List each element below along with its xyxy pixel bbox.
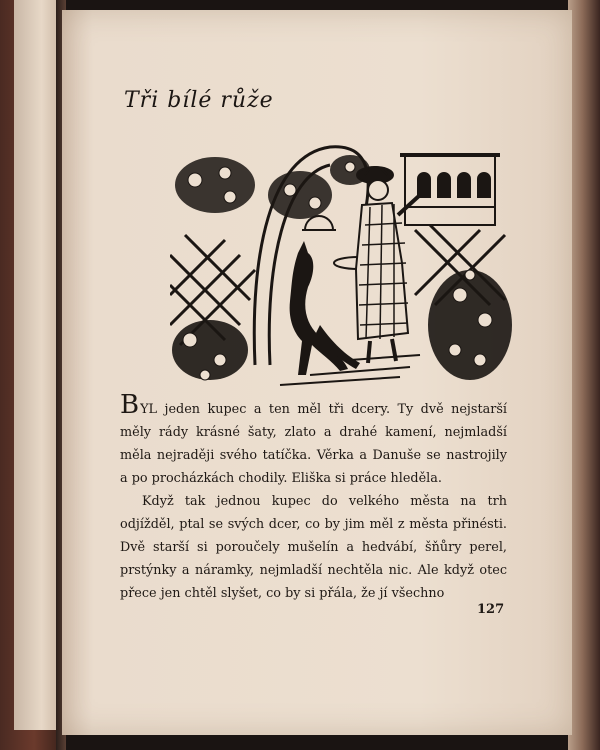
chapter-title: Tři bílé růže bbox=[124, 88, 274, 113]
page-number: 127 bbox=[477, 602, 505, 617]
paragraph-1 bbox=[120, 390, 507, 490]
page-stack-edge-left bbox=[14, 0, 61, 730]
paragraph-1-text: YL jeden kupec a ten měl tři dcery. Ty dvě nejstarší měly rády krásné šaty, zlato a drahé kamení, nejmladší měla nejraději svého tatíčka. Věrka a Danuše se nastrojily a po procházkách chodily. Eliška si práce hleděla. bbox=[120, 402, 507, 486]
story-text bbox=[120, 390, 507, 605]
merchant bbox=[356, 167, 420, 363]
wolf bbox=[290, 241, 360, 375]
paragraph-2: Když tak jednou kupec do velkého města na trh odjížděl, ptal se svých dcer, co by jim měl z města přinésti. Dvě starší si poroučely mušelín a hedvábí, šňůry perel, prstýnky a náramky, nejmladší nechtěla nic. Ale když otec přece jen chtěl slyšet, co by si přála, že jí všechno bbox=[120, 494, 507, 601]
drop-cap: B bbox=[120, 390, 140, 420]
book-page bbox=[62, 10, 572, 735]
building bbox=[400, 155, 500, 225]
woodcut-illustration bbox=[170, 135, 520, 395]
page-stack-edge-right bbox=[568, 0, 600, 750]
